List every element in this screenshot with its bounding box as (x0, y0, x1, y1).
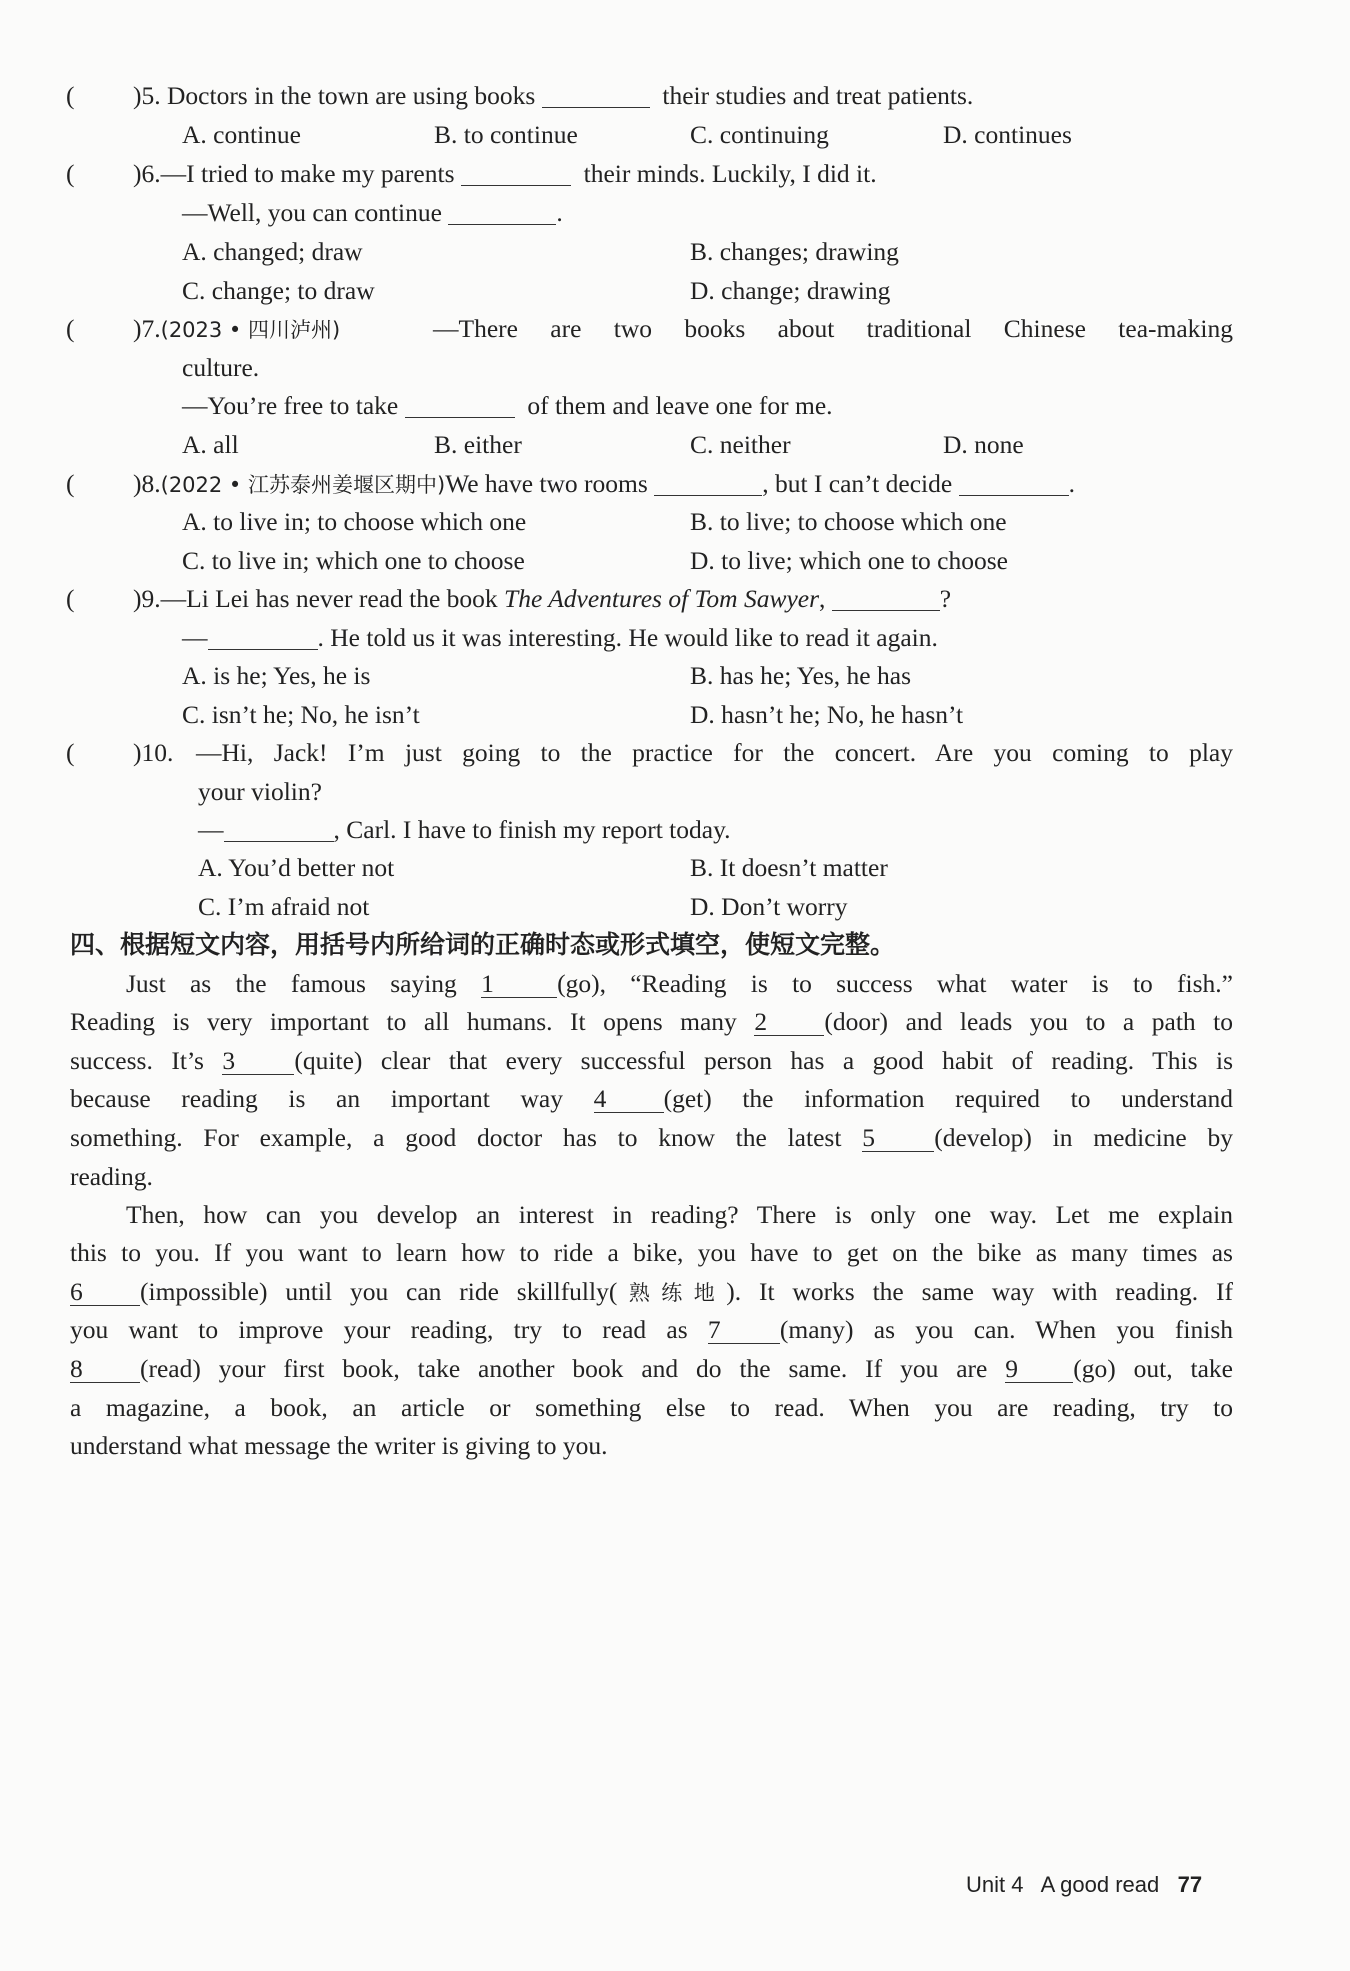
passage-line: because reading is an important way 4 (get) the information required to understand (70, 1084, 1234, 1113)
question-source: (2023 • 四川泸州) (160, 318, 341, 342)
fill-blank-4[interactable]: 4 (594, 1086, 664, 1113)
book-title: The Adventures of Tom Sawyer (504, 584, 820, 613)
answer-blank[interactable] (832, 584, 940, 611)
answer-bracket[interactable]: ( (66, 159, 75, 188)
passage-line: success. It’s 3 (quite) clear that every successful person has a good habit of reading. This is (70, 1046, 1234, 1075)
fill-blank-3[interactable]: 3 (222, 1048, 294, 1075)
answer-blank[interactable] (208, 623, 318, 650)
passage-line: Just as the famous saying 1 (go), “Reading is to success what water is to fish.” (126, 969, 1233, 998)
question-source: (2022 • 江苏泰州姜堰区期中) (160, 473, 446, 497)
option-d[interactable]: D. change; drawing (690, 276, 891, 305)
option-a[interactable]: A. changed; draw (182, 237, 363, 266)
option-a[interactable]: A. continue (182, 120, 301, 149)
fill-blank-6[interactable]: 6 (70, 1279, 140, 1306)
unit-label: Unit 4 (966, 1872, 1024, 1897)
fill-blank-1[interactable]: 1 (481, 971, 557, 998)
answer-blank[interactable] (461, 159, 571, 186)
answer-bracket[interactable]: ( (66, 81, 75, 110)
section-heading: 四、根据短文内容，用括号内所给词的正确时态或形式填空，使短文完整。 (70, 930, 896, 959)
fill-blank-9[interactable]: 9 (1005, 1356, 1073, 1383)
page-number: 77 (1177, 1872, 1203, 1897)
passage-line: Then, how can you develop an interest in reading? There is only one way. Let me explain (126, 1200, 1233, 1229)
option-a[interactable]: A. is he; Yes, he is (182, 661, 371, 690)
option-b[interactable]: B. either (434, 430, 522, 459)
question-text: )7.(2023 • 四川泸州) (133, 314, 341, 343)
option-c[interactable]: C. neither (690, 430, 791, 459)
option-c[interactable]: C. change; to draw (182, 276, 375, 305)
answer-bracket[interactable]: ( (66, 469, 75, 498)
question-num: )10. (133, 738, 174, 767)
question-text: )8.(2022 • 江苏泰州姜堰区期中)We have two rooms , but I can’t decide . (133, 469, 1075, 498)
option-b[interactable]: B. changes; drawing (690, 237, 899, 266)
option-a[interactable]: A. all (182, 430, 239, 459)
answer-blank[interactable] (405, 391, 515, 418)
option-d[interactable]: D. none (943, 430, 1024, 459)
fill-blank-7[interactable]: 7 (708, 1317, 780, 1344)
answer-bracket[interactable]: ( (66, 584, 75, 613)
option-c[interactable]: C. I’m afraid not (198, 892, 370, 921)
option-c[interactable]: C. continuing (690, 120, 829, 149)
answer-blank[interactable] (654, 469, 762, 496)
answer-bracket[interactable]: ( (66, 738, 75, 767)
option-a[interactable]: A. to live in; to choose which one (182, 507, 527, 536)
option-c[interactable]: C. to live in; which one to choose (182, 546, 525, 575)
passage-line: this to you. If you want to learn how to ride a bike, you have to get on the bike as many times as (70, 1238, 1233, 1267)
question-text: )9.—Li Lei has never read the book The Adventures of Tom Sawyer, ? (133, 584, 952, 613)
question-text: your violin? (198, 777, 322, 806)
question-text: —There are two books about traditional Chinese tea-making (433, 314, 1233, 343)
fill-blank-5[interactable]: 5 (862, 1125, 934, 1152)
passage-line: something. For example, a good doctor has to know the latest 5 (develop) in medicine by (70, 1123, 1234, 1152)
option-a[interactable]: A. You’d better not (198, 853, 395, 882)
answer-blank[interactable] (959, 469, 1069, 496)
answer-blank[interactable] (542, 81, 650, 108)
passage-line: understand what message the writer is giving to you. (70, 1431, 608, 1460)
option-d[interactable]: D. hasn’t he; No, he hasn’t (690, 700, 964, 729)
question-text: )5. Doctors in the town are using books their studies and treat patients. (133, 81, 974, 110)
option-b[interactable]: B. to continue (434, 120, 578, 149)
passage-line: you want to improve your reading, try to read as 7 (many) as you can. When you finish (70, 1315, 1233, 1344)
fill-blank-2[interactable]: 2 (754, 1009, 824, 1036)
option-b[interactable]: B. It doesn’t matter (690, 853, 888, 882)
option-d[interactable]: D. to live; which one to choose (690, 546, 1008, 575)
passage-line: 6 (impossible) until you can ride skillfully(熟练地). It works the same way with reading. If (70, 1277, 1234, 1306)
passage-line: Reading is very important to all humans. It opens many 2 (door) and leads you to a path to (70, 1007, 1233, 1036)
answer-bracket[interactable]: ( (66, 314, 75, 343)
option-b[interactable]: B. to live; to choose which one (690, 507, 1007, 536)
answer-blank[interactable] (224, 815, 334, 842)
question-text: — , Carl. I have to finish my report today. (198, 815, 731, 844)
passage-line: a magazine, a book, an article or something else to read. When you are reading, try to (70, 1393, 1233, 1422)
question-text: culture. (182, 353, 260, 382)
passage-line: reading. (70, 1162, 153, 1191)
option-d[interactable]: D. Don’t worry (690, 892, 848, 921)
option-b[interactable]: B. has he; Yes, he has (690, 661, 911, 690)
page-footer (966, 1869, 1202, 1901)
question-text: —Well, you can continue . (182, 198, 563, 227)
fill-blank-8[interactable]: 8 (70, 1356, 140, 1383)
question-text: —Hi, Jack! I’m just going to the practice for the concert. Are you coming to play (196, 738, 1233, 767)
answer-blank[interactable] (448, 198, 556, 225)
option-c[interactable]: C. isn’t he; No, he isn’t (182, 700, 420, 729)
question-text: —You’re free to take of them and leave one for me. (182, 391, 833, 420)
question-text: )6.—I tried to make my parents their minds. Luckily, I did it. (133, 159, 877, 188)
question-text: — . He told us it was interesting. He would like to read it again. (182, 623, 938, 652)
passage-line: 8 (read) your first book, take another book and do the same. If you are 9 (go) out, take (70, 1354, 1233, 1383)
unit-title: A good read (1040, 1872, 1160, 1897)
option-d[interactable]: D. continues (943, 120, 1072, 149)
